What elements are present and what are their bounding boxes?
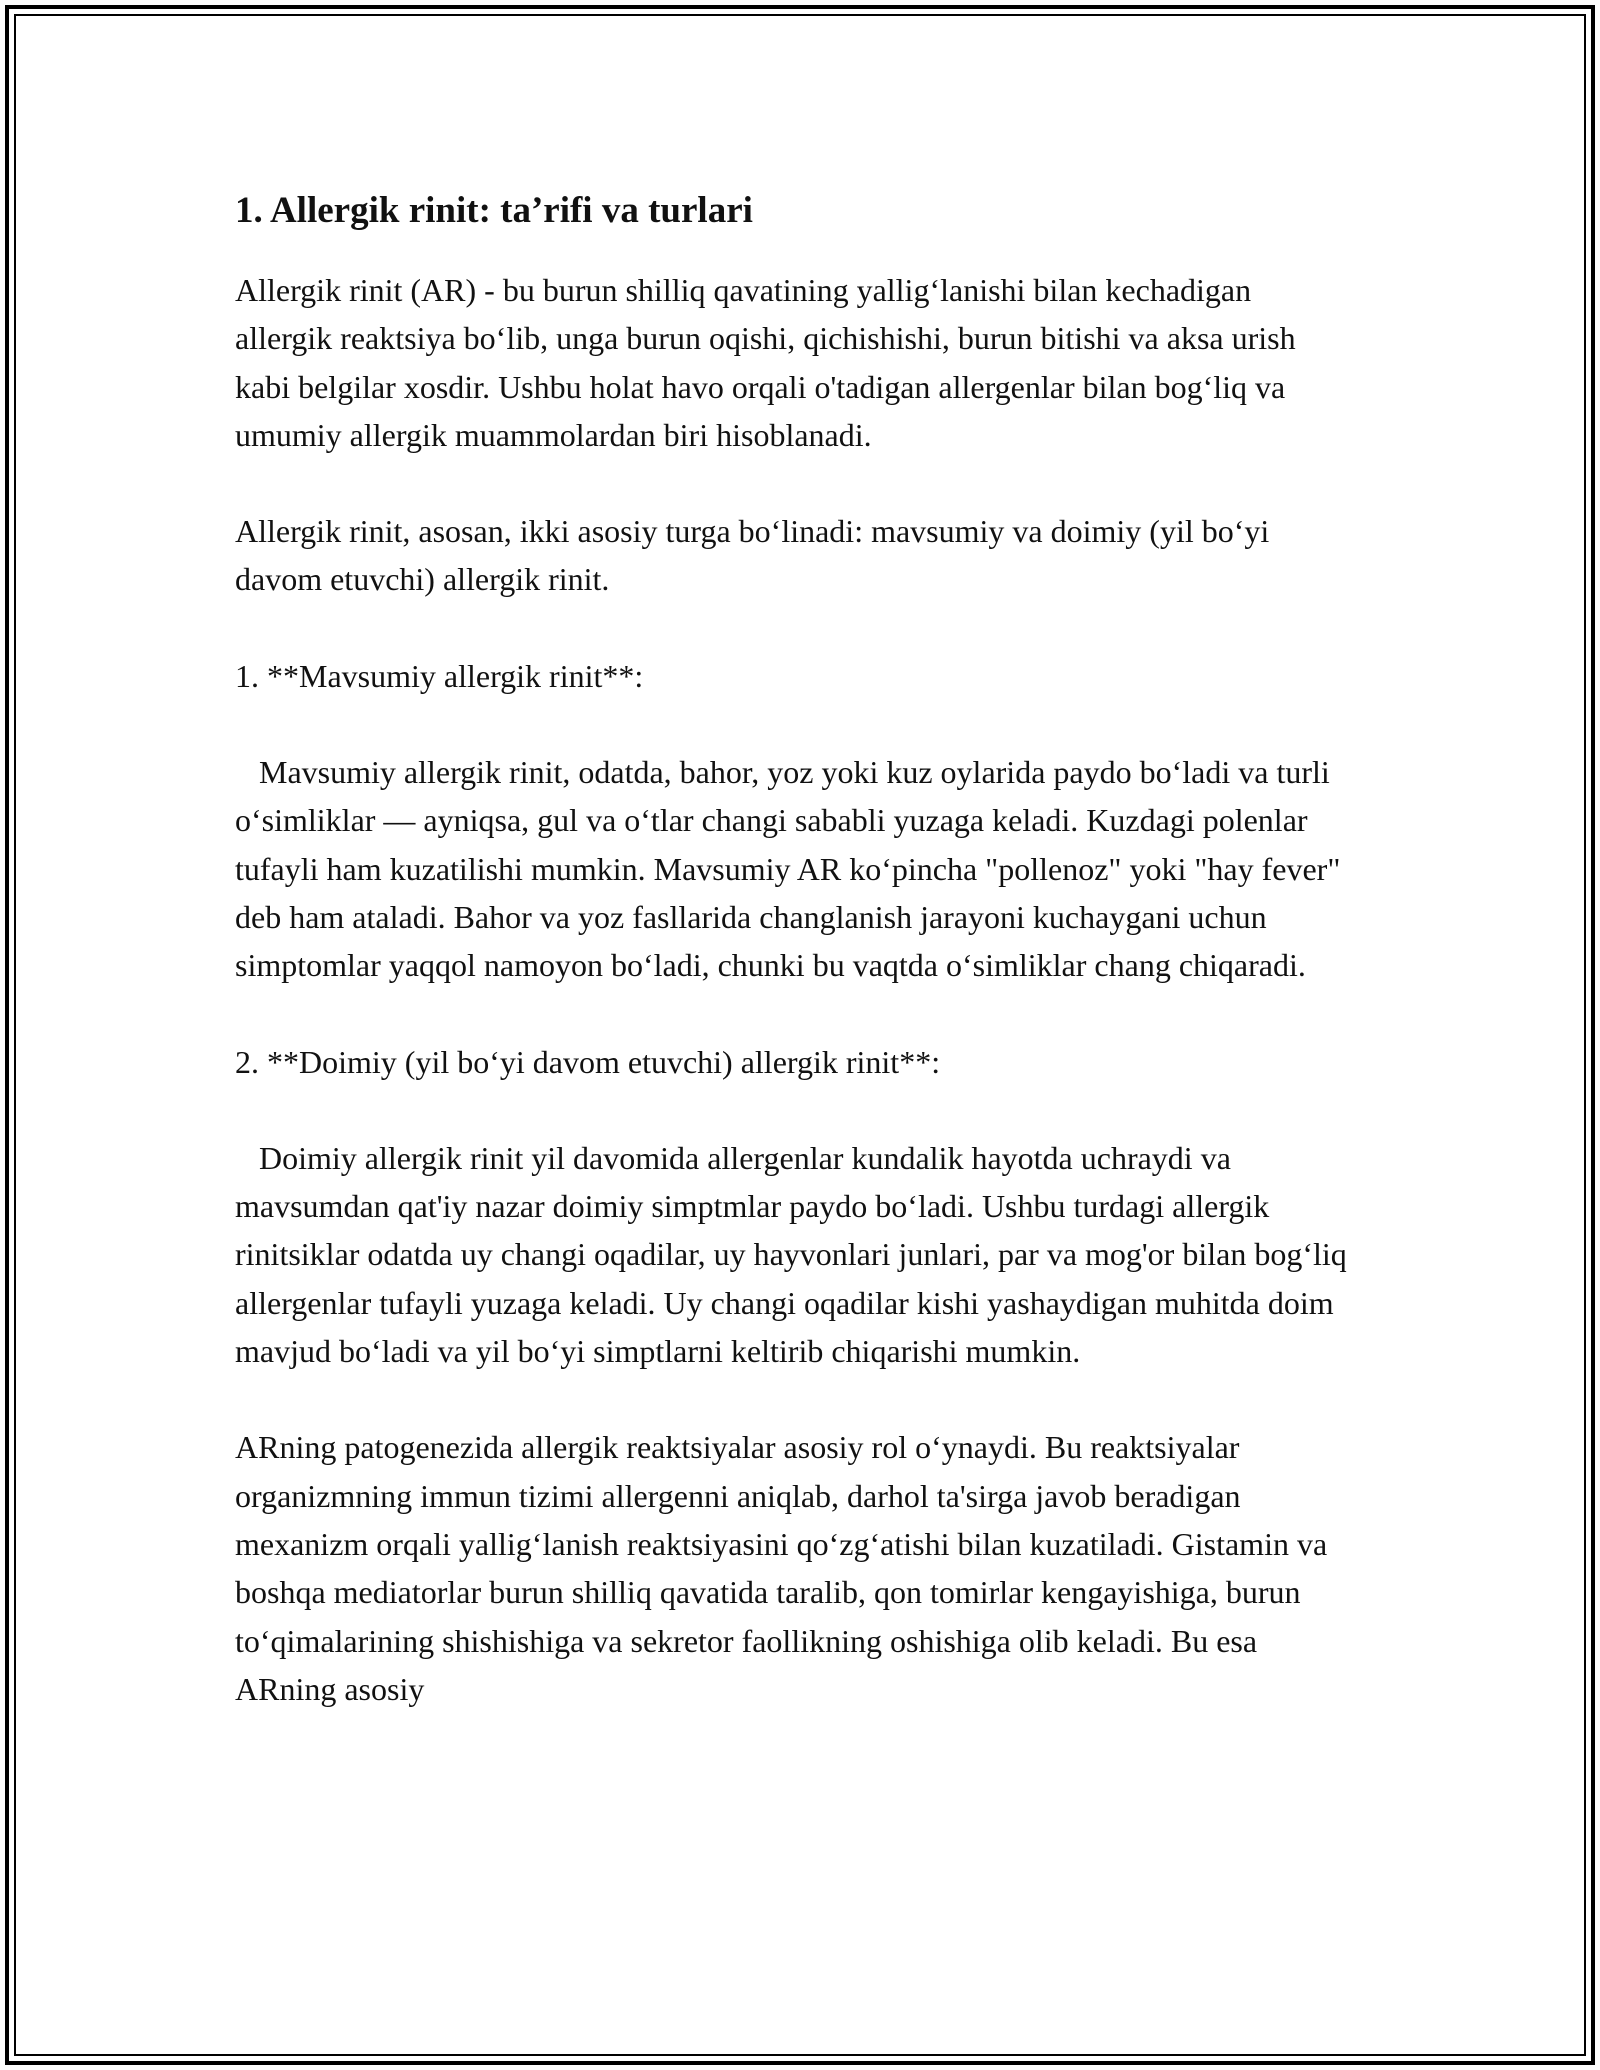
paragraph-pathogenesis: ARning patogenezida allergik reaktsiyalar asosiy rol o‘ynaydi. Bu reaktsiyalar organizmning immun tizimi allergenni aniqlab, darhol ta'sirga javob beradigan mexanizm orqali yallig‘lanish reaktsiyasini qo‘zg‘atishi bilan kuzatiladi. Gistamin va boshqa mediatorlar burun shilliq qavatida taralib, qon tomirlar kengayishiga, burun to‘qimalarining shishishiga va sekretor faollikning oshishiga olib keladi. Bu esa ARning asosiy (235, 1429, 1336, 1707)
paragraph-types-intro: Allergik rinit, asosan, ikki asosiy turga bo‘linadi: mavsumiy va doimiy (yil bo‘yi davom etuvchi) allergik rinit. (235, 513, 1278, 598)
paragraph-definition: Allergik rinit (AR) - bu burun shilliq qavatining yallig‘lanishi bilan kechadigan allergik reaktsiya bo‘lib, unga burun oqishi, qichishishi, burun bitishi va aksa urish kabi belgilar xosdir. Ushbu holat havo orqali o'tadigan allergenlar bilan bog‘liq va umumiy allergik muammolardan biri hisoblanadi. (235, 272, 1304, 453)
list-item-seasonal-title: 1. **Mavsumiy allergik rinit**: (235, 657, 644, 694)
list-item-perennial-title: 2. **Doimiy (yil bo‘yi davom etuvchi) allergik rinit**: (235, 1043, 941, 1080)
section-heading: 1. Allergik rinit: ta’rifi va turlari (235, 190, 753, 231)
document-body (235, 186, 1355, 1761)
paragraph-perennial-description: Doimiy allergik rinit yil davomida allergenlar kundalik hayotda uchraydi va mavsumdan qat'iy nazar doimiy simptmlar paydo bo‘ladi. Ushbu turdagi allergik rinitsiklar odatda uy changi oqadilar, uy hayvonlari junlari, par va mog'or bilan bog‘liq allergenlar tufayli yuzaga keladi. Uy changi oqadilar kishi yashaydigan muhitda doim mavjud bo‘ladi va yil bo‘yi simptlarni keltirib chiqarishi mumkin. (235, 1139, 1355, 1370)
paragraph-seasonal-description: Mavsumiy allergik rinit, odatda, bahor, yoz yoki kuz oylarida paydo bo‘ladi va turli o‘simliklar — ayniqsa, gul va o‘tlar changi sababli yuzaga keladi. Kuzdagi polenlar tufayli ham kuzatilishi mumkin. Mavsumiy AR ko‘pincha "pollenoz" yoki "hay fever" deb ham ataladi. Bahor va yoz fasllarida changlanish jarayoni kuchaygani uchun simptomlar yaqqol namoyon bo‘ladi, chunki bu vaqtda o‘simliklar chang chiqaradi. (235, 754, 1349, 984)
